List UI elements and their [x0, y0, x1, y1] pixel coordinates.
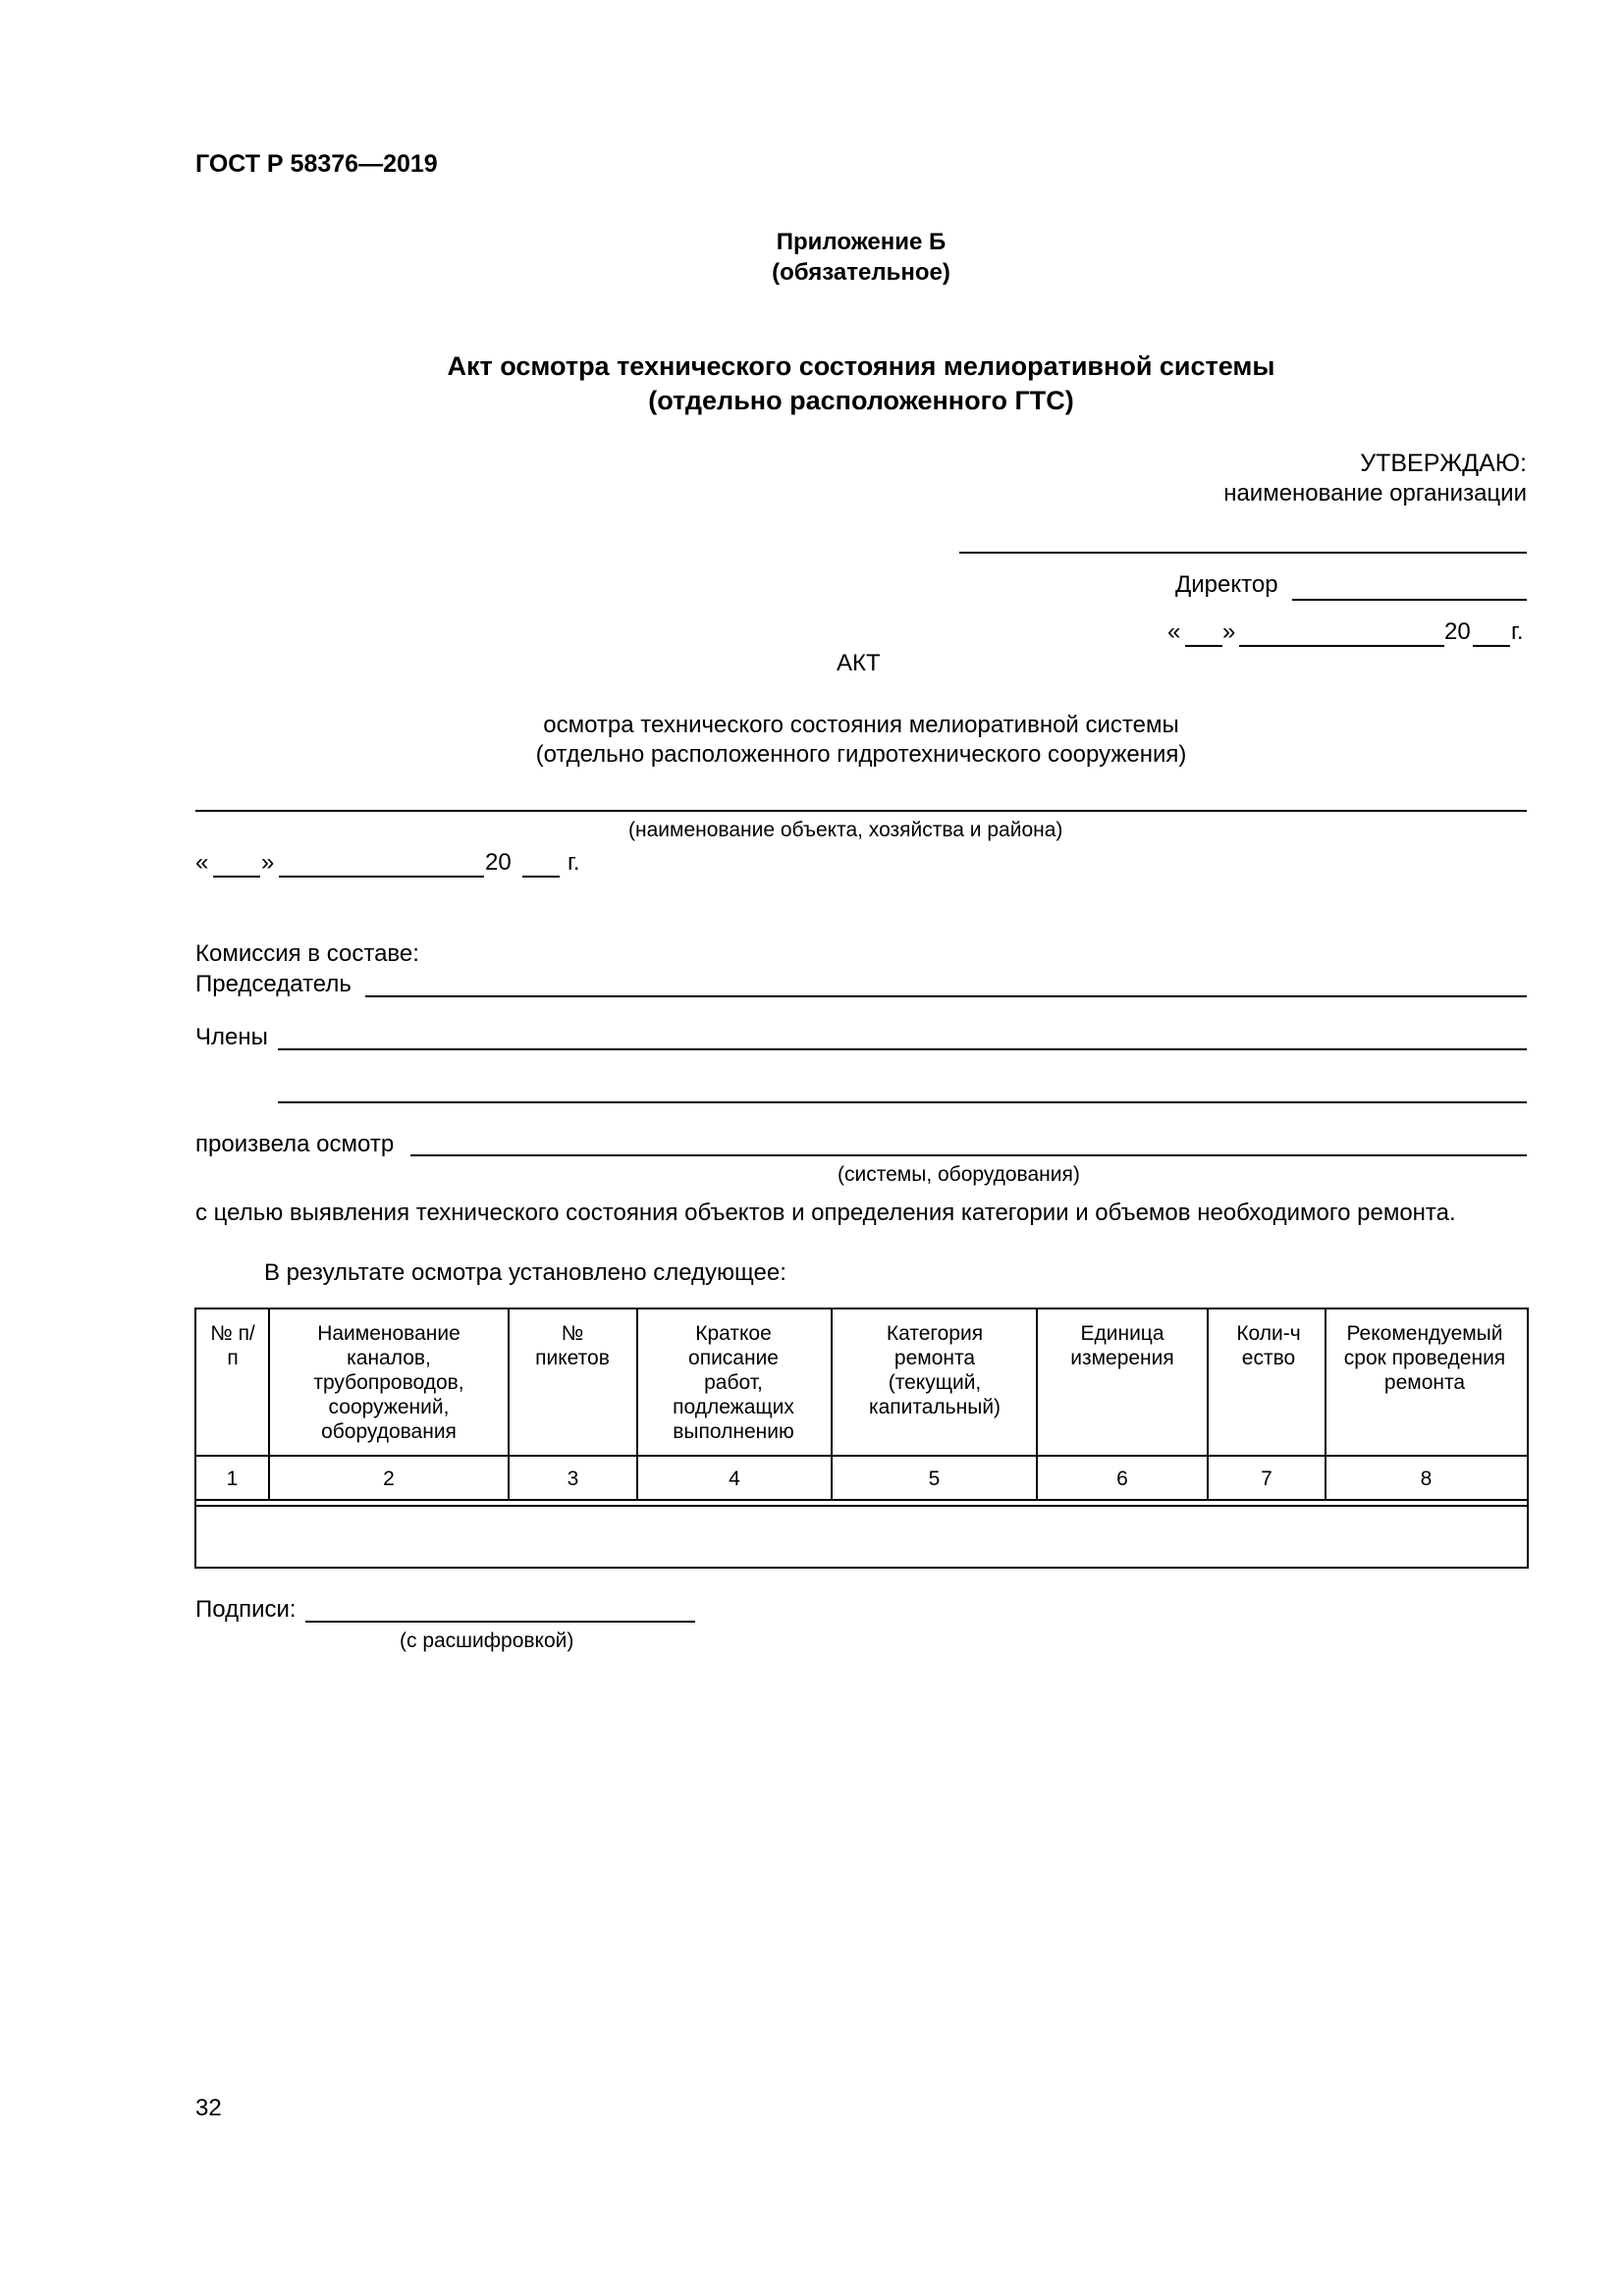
col-header-number: № п/п	[210, 1322, 255, 1369]
signatures-caption: (с расшифровкой)	[400, 1629, 574, 1652]
col-number-7: 7	[1261, 1468, 1272, 1490]
inspected-caption: (системы, оборудования)	[838, 1163, 1080, 1186]
act-date-mid: »	[261, 849, 275, 876]
approve-date-year: 20	[1444, 618, 1471, 645]
signatures-label: Подписи:	[195, 1596, 297, 1623]
col-number-2: 2	[383, 1468, 395, 1490]
act-date-suffix: г.	[568, 849, 580, 876]
col-header-description: Краткое описание работ, подлежащих выполнению	[673, 1322, 794, 1443]
col-header-pickets: № пикетов	[535, 1322, 610, 1369]
act-subtitle-line2: (отдельно расположенного гидротехнического сооружения)	[535, 741, 1187, 768]
act-date-year: 20	[485, 849, 512, 876]
table-number-divider	[195, 1499, 1527, 1501]
chairman-line	[365, 995, 1527, 997]
act-date-open: «	[195, 849, 209, 876]
col-header-name: Наименование каналов, трубопроводов, сооружений, оборудования	[313, 1322, 464, 1443]
inspected-label: произвела осмотр	[195, 1131, 395, 1157]
doc-title-line1: Акт осмотра технического состояния мелиоративной системы	[447, 351, 1275, 381]
chairman-label: Председатель	[195, 971, 352, 997]
table-body-divider	[195, 1505, 1527, 1507]
act-subtitle-line1: осмотра технического состояния мелиоративной системы	[543, 712, 1179, 738]
approve-day-line	[1185, 645, 1222, 647]
members-label: Члены	[195, 1024, 268, 1050]
appendix-title: Приложение Б	[776, 229, 947, 255]
act-day-line	[213, 876, 260, 878]
approve-year-line	[1473, 645, 1510, 647]
act-heading: АКТ	[837, 650, 881, 676]
members-line-1	[278, 1048, 1527, 1050]
doc-title-line2: (отдельно расположенного ГТС)	[648, 386, 1074, 415]
approve-date-mid: »	[1222, 618, 1236, 645]
approve-month-line	[1239, 645, 1444, 647]
appendix-status: (обязательное)	[772, 259, 950, 286]
approve-date-open: «	[1167, 618, 1181, 645]
act-year-line	[522, 876, 560, 878]
purpose-text: с целью выявления технического состояния объектов и определения категории и объемов необходимого ремонта.	[195, 1200, 1456, 1226]
signature-line	[305, 1621, 695, 1623]
col-header-unit: Единица измерения	[1070, 1322, 1174, 1369]
director-sign-line	[1292, 599, 1527, 601]
commission-label: Комиссия в составе:	[195, 940, 419, 967]
col-header-repair-category: Категория ремонта (текущий, капитальный)	[868, 1322, 1001, 1418]
col-number-6: 6	[1116, 1468, 1128, 1490]
org-label: наименование организации	[1223, 480, 1527, 507]
standard-code: ГОСТ Р 58376—2019	[195, 150, 438, 178]
col-header-quantity: Коли-чество	[1236, 1322, 1301, 1369]
table-header-divider	[195, 1455, 1527, 1457]
col-number-1: 1	[226, 1468, 239, 1490]
approve-date-suffix: г.	[1511, 618, 1524, 645]
object-name-line	[195, 810, 1527, 812]
org-name-line	[959, 552, 1527, 554]
inspected-line	[410, 1154, 1527, 1156]
object-caption: (наименование объекта, хозяйства и района)	[628, 819, 1063, 841]
page-number: 32	[195, 2095, 222, 2121]
col-header-term: Рекомендуемый срок проведения ремонта	[1343, 1322, 1506, 1394]
members-line-2	[278, 1101, 1527, 1103]
col-number-5: 5	[928, 1468, 941, 1490]
director-label: Директор	[1175, 571, 1278, 598]
col-number-8: 8	[1420, 1468, 1433, 1490]
col-number-3: 3	[567, 1468, 579, 1490]
result-intro: В результате осмотра установлено следующее:	[264, 1259, 786, 1286]
col-number-4: 4	[729, 1468, 740, 1490]
approve-label: УТВЕРЖДАЮ:	[1360, 450, 1527, 477]
act-month-line	[279, 876, 484, 878]
